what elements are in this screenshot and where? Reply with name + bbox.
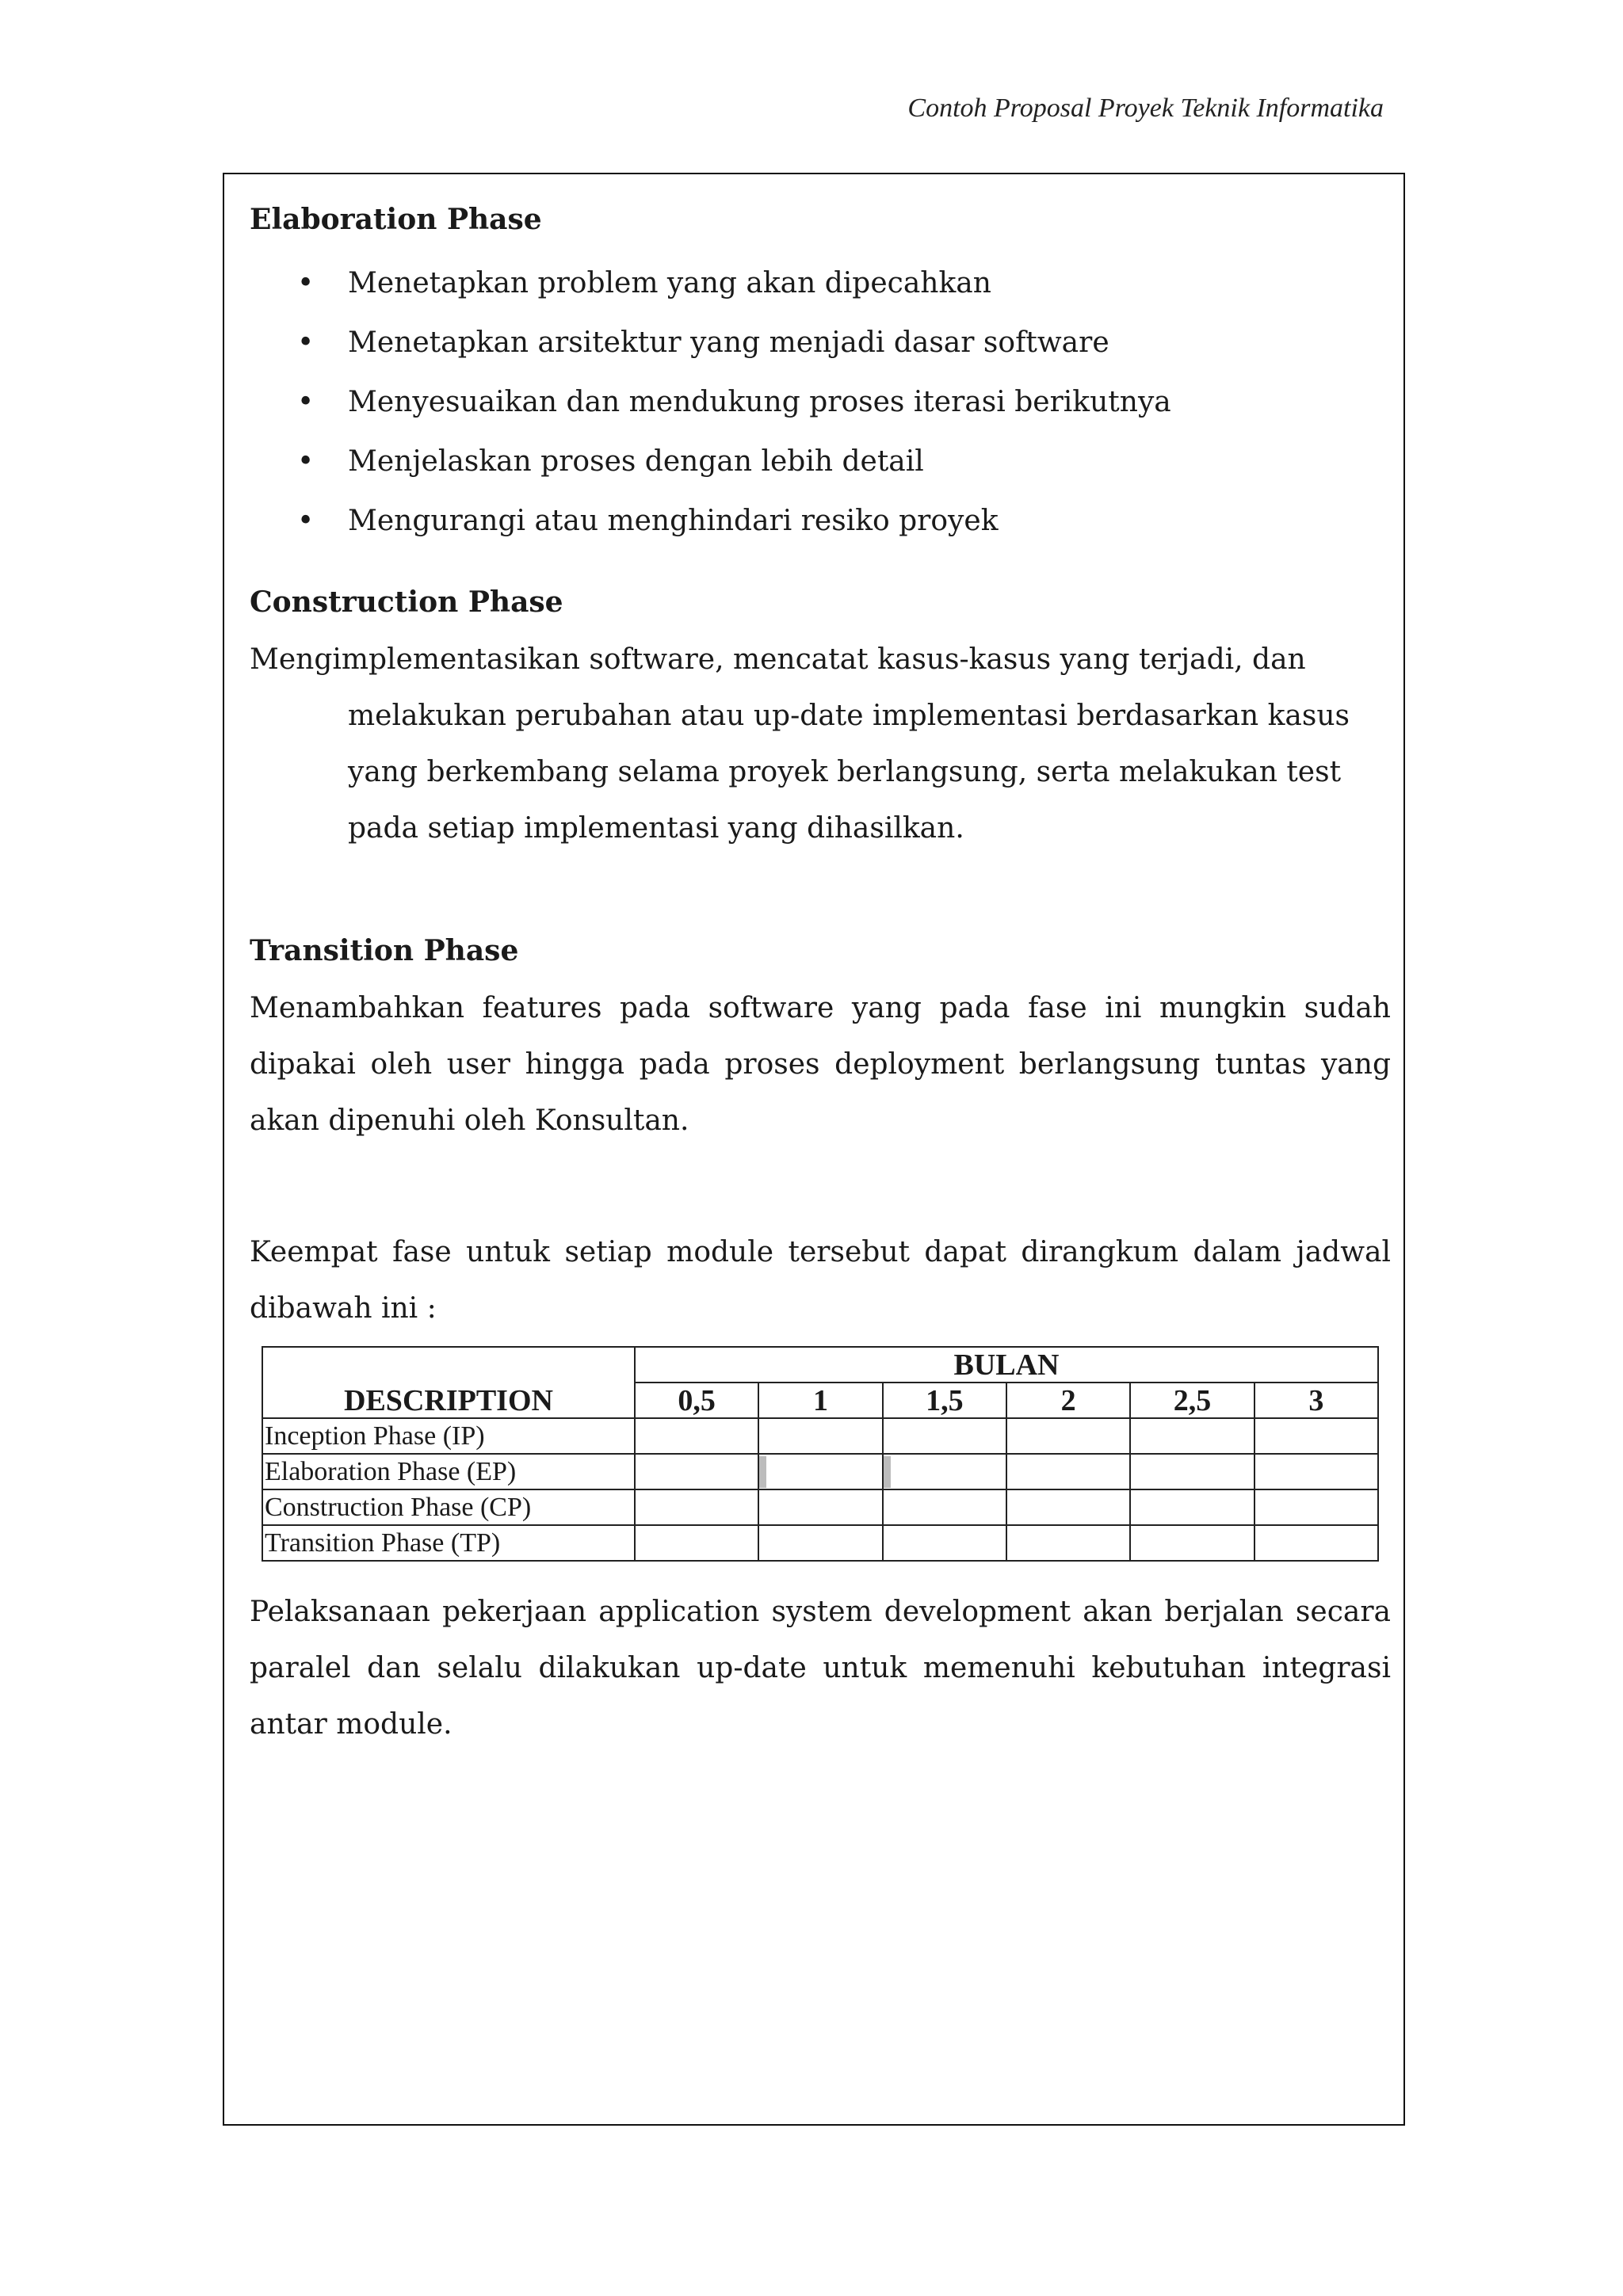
month-header: 2,5 (1130, 1383, 1254, 1418)
description-header: DESCRIPTION (262, 1347, 635, 1418)
row-label: Inception Phase (IP) (262, 1418, 635, 1454)
bulan-header: BULAN (635, 1347, 1378, 1383)
schedule-cell (635, 1454, 758, 1489)
schedule-table (262, 1346, 1379, 1562)
construction-paragraph: Mengimplementasikan software, mencatat kasus-kasus yang terjadi, dan melakukan perubahan atau up-date implementasi berdasarkan kasus yang berkembang selama proyek berlangsung, serta melakukan test pada setiap implementasi yang dihasilkan. (250, 643, 1350, 845)
schedule-cell (1254, 1454, 1378, 1489)
row-label: Construction Phase (CP) (262, 1489, 635, 1525)
table-row (262, 1454, 1378, 1489)
schedule-cell (635, 1418, 758, 1454)
shade-mark (884, 1456, 891, 1488)
month-header: 2 (1006, 1383, 1130, 1418)
schedule-cell (1130, 1418, 1254, 1454)
schedule-cell (883, 1454, 1006, 1489)
table-header-row (262, 1347, 1378, 1383)
schedule-cell (1006, 1525, 1130, 1561)
schedule-cell (883, 1525, 1006, 1561)
transition-paragraph: Menambahkan features pada software yang pada fase ini mungkin sudah dipakai oleh user hingga pada proses deployment berlangsung tuntas yang akan dipenuhi oleh Konsultan. (250, 992, 1391, 1137)
elaboration-heading: Elaboration Phase (250, 203, 542, 236)
schedule-cell (635, 1489, 758, 1525)
schedule-intro: Keempat fase untuk setiap module tersebut dapat dirangkum dalam jadwal dibawah ini : (250, 1236, 1391, 1325)
row-label: Transition Phase (TP) (262, 1525, 635, 1561)
list-item: • Menetapkan arsitektur yang menjadi dasar software (250, 313, 1391, 372)
shade-mark (759, 1456, 766, 1488)
construction-heading: Construction Phase (250, 585, 563, 619)
schedule-cell (1130, 1454, 1254, 1489)
schedule-cell (883, 1418, 1006, 1454)
month-header: 1 (758, 1383, 882, 1418)
content-frame (223, 173, 1405, 2126)
content-body (250, 198, 1391, 1753)
list-item: • Mengurangi atau menghindari resiko proyek (250, 491, 1391, 551)
month-header: 3 (1254, 1383, 1378, 1418)
table-row (262, 1418, 1378, 1454)
schedule-cell (758, 1418, 882, 1454)
closing-paragraph: Pelaksanaan pekerjaan application system development akan berjalan secara paralel dan selalu dilakukan up-date untuk memenuhi kebutuhan integrasi antar module. (250, 1596, 1391, 1741)
schedule-cell (883, 1489, 1006, 1525)
running-header: Contoh Proposal Proyek Teknik Informatika (907, 93, 1384, 123)
list-item: • Menjelaskan proses dengan lebih detail (250, 432, 1391, 491)
schedule-cell (758, 1454, 882, 1489)
list-item: • Menetapkan problem yang akan dipecahkan (250, 254, 1391, 313)
schedule-cell (1006, 1418, 1130, 1454)
table-row (262, 1489, 1378, 1525)
schedule-cell (1254, 1525, 1378, 1561)
month-header: 1,5 (883, 1383, 1006, 1418)
schedule-cell (758, 1525, 882, 1561)
row-label: Elaboration Phase (EP) (262, 1454, 635, 1489)
schedule-cell (635, 1525, 758, 1561)
schedule-cell (1130, 1525, 1254, 1561)
table-row (262, 1525, 1378, 1561)
schedule-cell (1130, 1489, 1254, 1525)
schedule-cell (758, 1489, 882, 1525)
elaboration-list (250, 254, 1391, 551)
schedule-cell (1254, 1418, 1378, 1454)
schedule-cell (1006, 1454, 1130, 1489)
schedule-cell (1006, 1489, 1130, 1525)
transition-heading: Transition Phase (250, 934, 519, 967)
schedule-cell (1254, 1489, 1378, 1525)
list-item: • Menyesuaikan dan mendukung proses iterasi berikutnya (250, 372, 1391, 432)
month-header: 0,5 (635, 1383, 758, 1418)
